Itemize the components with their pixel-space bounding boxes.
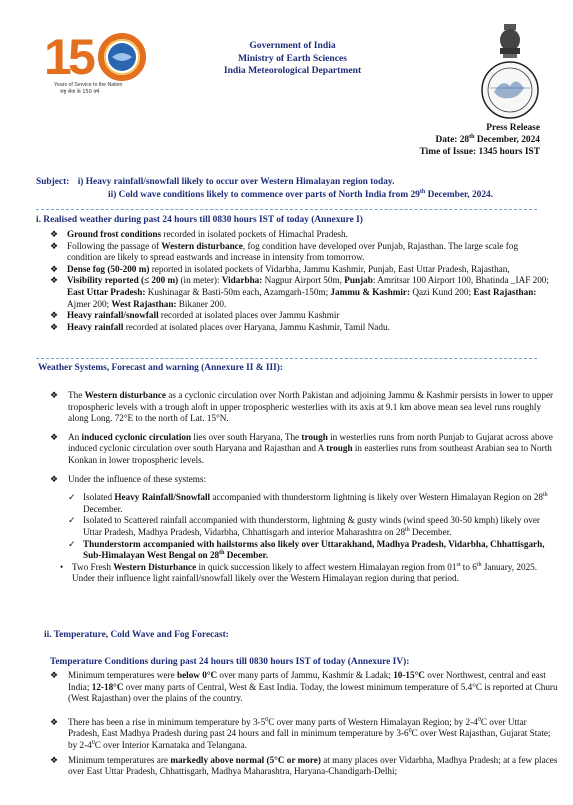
subject-label: Subject: <box>36 177 70 187</box>
list-item: ✓ Thunderstorm accompanied with hailstorms also likely over Uttarakhand, Madhya Pradesh, Vidarbha, Chhattisgarh, Sub-Himalayan West Bengal on 28th December. <box>68 538 545 561</box>
list-item: ✓ Isolated to Scattered rainfall accompanied with thunderstorm, lightning & gusty winds (wind speed 30-50 kmph) likely over Uttar Pradesh, Madhya Pradesh, Vidarbha, Chhattisgarh and interior Maharashtra on 28th December. <box>68 515 540 537</box>
svg-text:1: 1 <box>44 29 72 85</box>
press-release-block <box>420 122 540 159</box>
paragraph: ❖ The Western disturbance as a cyclonic circulation over North Pakistan and adjoining Jammu & Kashmir persists in lower to upper tropospheric levels with a trough aloft in upper tropospheric westerlies with its axis at 9.1 km above mean sea level runs roughly along Long. 72°E to the north of Lat. 15°N. <box>50 390 554 424</box>
list-item: ❖ Dense fog (50-200 m) reported in isolated pockets of Vidarbha, Jammu Kashmir, Punjab, East Uttar Pradesh, Rajasthan, <box>50 263 510 274</box>
subject-line-2: ii) Cold wave conditions likely to commence over parts of North India from 29th December, 2024. <box>108 188 494 200</box>
paragraph: ❖ Under the influence of these systems: <box>50 473 207 484</box>
list-item: ❖ Heavy rainfall recorded at isolated places over Haryana, Jammu Kashmir, Tamil Nadu. <box>50 321 390 332</box>
divider <box>36 358 537 359</box>
emblem-icon <box>476 22 544 122</box>
press-release-title: Press Release <box>486 123 540 133</box>
logo-tagline: Years of Service to the Nation <box>54 82 123 88</box>
paragraph: ❖ An induced cyclonic circulation lies over south Haryana, The trough in westerlies runs from north Punjab to Gujarat across above induced cyclonic circulation over south Haryana and Rajasthan and A trough in easterlies runs from southeast Arabian sea to North Konkan in lower tropospheric levels. <box>50 431 553 465</box>
temperature-body <box>50 670 558 778</box>
time-of-issue: Time of Issue: 1345 hours IST <box>419 147 540 158</box>
svg-text:5: 5 <box>68 29 96 85</box>
section-realised-weather-title: i. Realised weather during past 24 hours till 0830 hours IST of today (Annexure I) <box>36 215 363 225</box>
list-item: ❖ Ground frost conditions recorded in isolated pockets of Himachal Pradesh. <box>50 229 348 239</box>
list-item: • Two Fresh Western Disturbance in quick succession likely to affect western Himalayan region from 01st to 6th January, 2025. Under their influence light rainfall/snowfall likely over the Western Himalayan region during that period. <box>60 561 538 584</box>
subject-line-1: Subject: i) Heavy rainfall/snowfall likely to occur over Western Himalayan region today. <box>36 177 395 187</box>
section-temperature-title: ii. Temperature, Cold Wave and Fog Forecast: <box>44 630 229 640</box>
org-line-2: Ministry of Earth Sciences <box>238 52 347 64</box>
weather-systems-body <box>50 390 558 585</box>
logo-tagline-hindi: राष्ट्र सेवा के 150 वर्ष <box>60 89 100 95</box>
list-item: ✓ Isolated Heavy Rainfall/Snowfall accompanied with thunderstorm lightning is likely over Western Himalayan Region on 28th December. <box>68 492 548 514</box>
section-temperature-conditions-title: Temperature Conditions during past 24 hours till 0830 hours IST of today (Annexure IV): <box>50 657 410 667</box>
press-release-date: Date: 28th December, 2024 <box>435 134 540 146</box>
list-item: ❖ Heavy rainfall/snowfall recorded at isolated places over Jammu Kashmir <box>50 310 340 321</box>
list-item: ❖ Following the passage of Western disturbance, fog condition have developed over Punjab, Rajasthan. The large scale fog condition are likely to spread eastwards and increase in intensity from tomorrow. <box>50 240 519 263</box>
paragraph: ❖ There has been a rise in minimum temperature by $3-5^0C$ over many parts of Western Himalayan Region; by $2-4^0C$ over Uttar Pradesh, East Madhya Pradesh during past 24 hours and fall in minimum temperature by $3-6^0C$ over West Rajasthan, Gujarat State; by $2-4^0C$ over Interior Karnataka and Telangana. <box>50 716 551 750</box>
divider <box>36 209 537 210</box>
org-line-3: India Meteorological Department <box>223 65 362 77</box>
paragraph: ❖ Minimum temperatures were below 0°C over many parts of Jammu, Kashmir & Ladak; 10-15°C over Northwest, central and east India; 12-18°C over many parts of Central, West & East India. Today, the lowest minimum temperature of 5.4°C is reported at Churu (West Rajasthan) over the plains of the country. <box>50 670 558 704</box>
subject-block <box>36 176 556 201</box>
org-line-1: Government of India <box>249 40 336 51</box>
realised-weather-list <box>50 229 552 333</box>
paragraph: ❖ Minimum temperatures are markedly above normal (5°C or more) at many places over Vidarbha, Madhya Pradesh; at a few places over East Uttar Pradesh, Chhattisgarh, Madhya Maharashtra, Haryana-Chandigarh-Delhi; <box>50 754 558 777</box>
list-item: ❖ Visibility reported (≤ 200 m) (in meter): Vidarbha: Nagpur Airport 50m, Punjab: Amritsar 100 Airport 100, Bhatinda _IAF 200; East Uttar Pradesh: Kushinagar & Basti-50m each, Azamgarh-150m; Jammu & Kashmir: Qazi Kund 200; East Rajasthan: Ajmer 200; West Rajasthan: Bikaner 200. <box>50 275 549 309</box>
section-weather-systems-title: Weather Systems, Forecast and warning (Annexure II & III): <box>38 363 284 373</box>
